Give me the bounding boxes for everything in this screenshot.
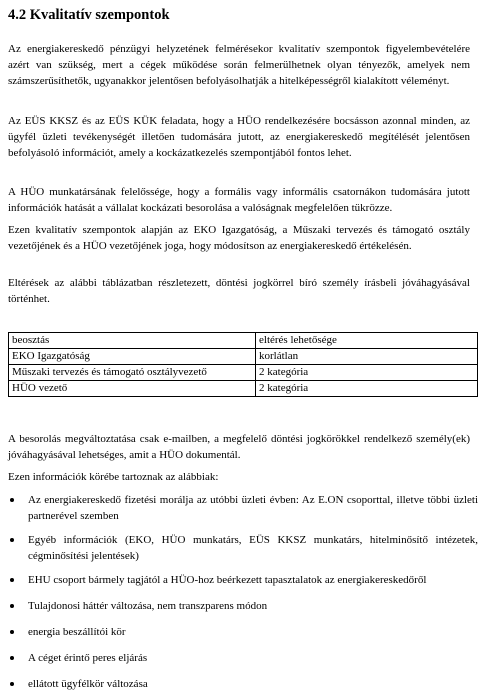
bullet-icon [10,656,14,660]
bullet-icon [10,498,14,502]
section-heading: 4.2 Kvalitatív szempontok [8,7,170,23]
paragraph-modification-right: Ezen kvalitatív szempontok alapján az EKO Igazgatóság, a Műszaki tervezés és támogató osztály vezetőjének és a HÜO vezetőjének joga, hogy módosítson az energiakereskedő értékelésén. [8,224,470,252]
bullet-icon [10,604,14,608]
paragraph-eus-duties: Az EÜS KKSZ és az EÜS KÜK feladata, hogy a HÜO rendelkezésére bocsásson azonnal minden, az ügyfél üzleti tevékenységét illetően tudomására jutott, az energiakereskedő megítélését jelentősen befolyásoló információt, amely a kockázatkezelés szempontjából fontos lehet. [8,115,470,159]
table-header-row [9,333,478,349]
approval-table [8,332,478,397]
bullet-icon [10,538,14,542]
table-cell: korlátlan [256,349,478,365]
paragraph-email-change: A besorolás megváltoztatása csak e-mailben, a megfelelő döntési jogkörökkel rendelkező személy(ek) jóváhagyásával lehetséges, amit a HÜO dokumentál. [8,433,470,461]
table-row [9,365,478,381]
table-cell: 2 kategória [256,381,478,397]
table-row [9,349,478,365]
table-cell: EKO Igazgatóság [9,349,256,365]
paragraph-info-intro: Ezen információk körébe tartoznak az alábbiak: [8,471,219,483]
paragraph-deviations: Eltérések az alábbi táblázatban részletezett, döntési jogkörrel bíró személy írásbeli jóváhagyásával történhet. [8,277,470,305]
table-cell: HÜO vezető [9,381,256,397]
table-cell: 2 kategória [256,365,478,381]
bullet-icon [10,578,14,582]
document-page: 4.2 Kvalitatív szempontok Az energiakereskedő pénzügyi helyzetének felmérésekor kvalitatív szempontok figyelembevételére azért van szükség, mert a cégek működése során felmerülhetnek olyan tényezők, amelyek nem számszerűsíthetők, ugyanakkor jelentősen befolyásolhatják a hitelképességről kialakított véleményt. Az EÜS KKSZ és az EÜS KÜK feladata, hogy a HÜO rendelkezésére bocsásson azonnal minden, az ügyfél üzleti tevékenységét illetően tudomására jutott, az energiakereskedő megítélését jelentősen befolyásoló információt, amely a kockázatkezelés szempontjából fontos lehet. A HÜO munkatársának felelőssége, hogy a formális vagy informális csatornákon tudomására jutott információk hatását a vállalat kockázati besorolása a valóságnak megfelelően tükrözze. Ezen kvalitatív szempontok alapján az EKO Igazgatóság, a Műszaki tervezés és támogató osztály vezetőjének és a HÜO vezetőjének joga, hogy módosítson az energiakereskedő értékelésén. Eltérések az alábbi táblázatban részletezett, döntési jogkörrel bíró személy írásbeli jóváhagyásával történhet. beosztás eltérés lehetősége EKO Igazgatóság korlátlan Műszaki tervezés és támogató osztályvezető 2 kategória HÜO vezető 2 kategória A besorolás megváltoztatása csak e-mailben, a megfelelő döntési jogkörökkel rendelkező személy(ek) jóváhagyásával lehetséges, amit a HÜO dokumentál. Ezen információk körébe tartoznak az alábbiak: Az energiakereskedő fizetési morálja az utóbbi üzleti évben: Az E.ON csoporttal, illetve többi üzleti partnerével szemben Egyéb információk (EKO, HÜO munkatárs, EÜS KKSZ munkatárs, hitelminősítő intézetek, cégminősítési jelentések) EHU csoport bármely tagjától a HÜO-hoz beérkezett tapasztalatok az energiakereskedőről Tulajdonosi háttér változása, nem transzparens módon energia beszállítói kör A céget érintő peres eljárás ellátott ügyfélkör változása [8,7,478,690]
paragraph-huo-responsibility: A HÜO munkatársának felelőssége, hogy a formális vagy informális csatornákon tudomására jutott információk hatását a vállalat kockázati besorolása a valóságnak megfelelően tükrözze. [8,186,470,214]
table-cell: Műszaki tervezés és támogató osztályvezető [9,365,256,381]
table-row [9,381,478,397]
bullet-icon [10,630,14,634]
paragraph-intro: Az energiakereskedő pénzügyi helyzetének felmérésekor kvalitatív szempontok figyelembevételére azért van szükség, mert a cégek működése során felmerülhetnek olyan tényezők, amelyek nem számszerűsíthetők, ugyanakkor jelentősen befolyásolhatják a hitelképességről kialakított véleményt. [8,43,470,87]
table-header-cell: eltérés lehetősége [256,333,478,349]
table-header-cell: beosztás [9,333,256,349]
bullet-icon [10,682,14,686]
